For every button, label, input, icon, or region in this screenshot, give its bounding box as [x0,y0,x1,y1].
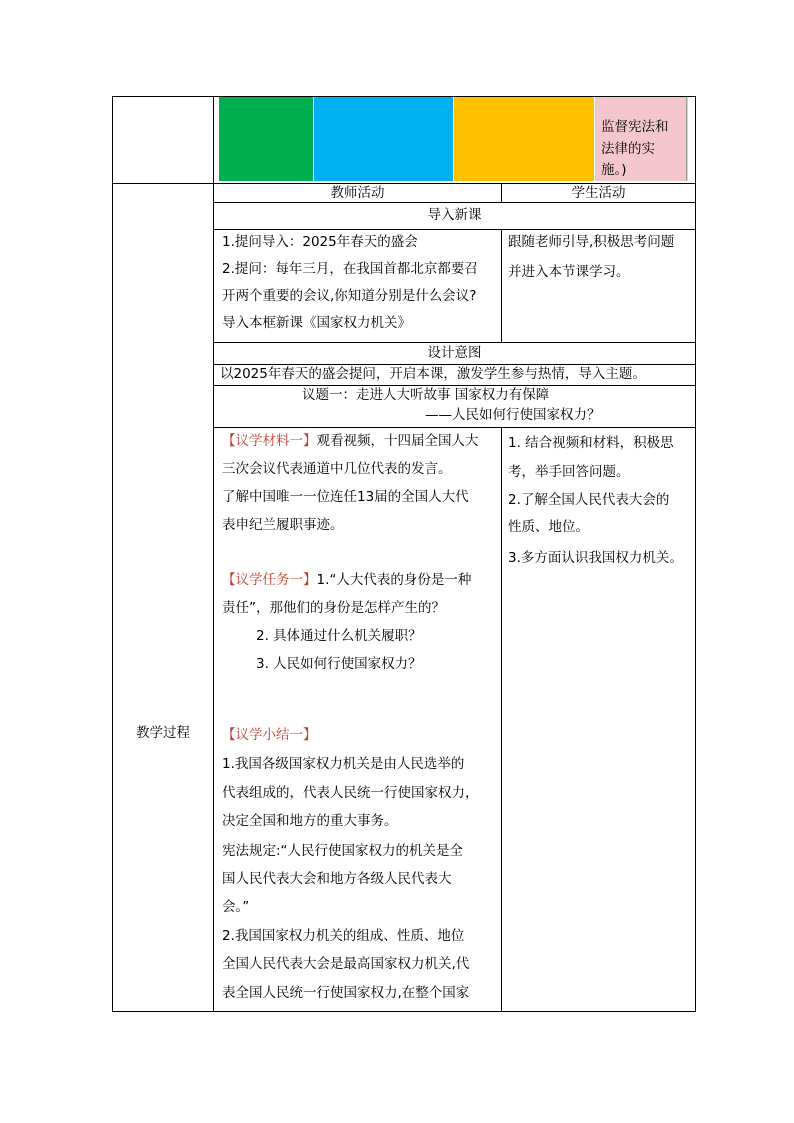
material-tag: 【议学材料一】 [222,433,317,449]
pink-block-text-2: 法律的实 [601,141,655,157]
material-line-4: 表申纪兰履职事迹。 [222,517,344,533]
intro-student-line: 并进入本节课学习。 [508,264,630,280]
topic-one-title: 议题一：走进人大听故事 国家权力有保障 [302,387,550,403]
summary-line: 1.我国各级国家权力机关是由人民选举的 [222,756,465,772]
topic-one-subtitle: ——人民如何行使国家权力？ [425,407,601,423]
student-topic-line: 考，举手回答问题。 [508,464,630,480]
summary-line: 会。” [222,899,250,915]
intro-teacher-line: 2.提问：每年三月，在我国首都北京都要召 [222,261,478,277]
student-topic-line: 性质、地位。 [508,519,589,535]
material-line-2: 三次会议代表通道中几位代表的发言。 [222,461,452,477]
table-border-left [112,96,113,1011]
design-intent-text: 以2025年春天的盛会提问，开启本课，激发学生参与热情，导入主题。 [220,366,646,382]
summary-line: 代表组成的，代表人民统一行使国家权力， [222,785,479,801]
column-divider-left [213,96,214,1011]
intro-teacher-line: 1.提问导入：2025年春天的盛会 [222,234,418,250]
green-block [219,97,313,181]
pink-block-text-3: 施。) [601,162,627,178]
student-topic-line: 2.了解全国人民代表大会的 [508,492,670,508]
blue-block [314,97,453,181]
summary-tag: 【议学小结一】 [222,727,317,743]
pink-block-border [686,97,687,181]
teacher-activity-header: 教师活动 [330,185,385,201]
summary-line: 2.我国国家权力机关的组成、性质、地位 [222,928,465,944]
student-topic-line: 1. 结合视频和材料，积极思 [508,435,674,451]
summary-line: 宪法规定:“人民行使国家权力的机关是全 [222,843,464,859]
material-line-3: 了解中国唯一一位连任13届的全国人大代 [222,489,469,505]
task-tag: 【议学任务一】 [222,572,317,588]
design-intent-title: 设计意图 [427,345,482,361]
summary-line: 全国人民代表大会是最高国家权力机关,代 [222,956,470,972]
student-activity-header: 学生活动 [571,185,626,201]
summary-line: 表全国人民统一行使国家权力,在整个国家 [222,985,470,1001]
column-divider-middle-topic [501,427,502,1011]
material-line-1 [222,428,479,455]
student-topic-line: 3.多方面认识我国权力机关。 [508,550,683,566]
intro-teacher-line: 导入本框新课《国家权力机关》 [222,315,411,331]
table-border-bottom [112,1011,696,1012]
task-line-2: 责任”，那他们的身份是怎样产生的？ [222,600,445,616]
summary-line: 国人民代表大会和地方各级人民代表大 [222,871,452,887]
task-question-3: 3. 人民如何行使国家权力？ [256,656,422,672]
column-divider-middle-intro [501,229,502,342]
table-border-right [695,96,696,1011]
pink-block-text-1: 监督宪法和 [601,119,669,135]
intro-section-title: 导入新课 [427,207,482,223]
summary-line: 决定全国和地方的重大事务。 [222,813,398,829]
task-question-2: 2. 具体通过什么机关履职？ [256,628,422,644]
task-line-1-text: 1.“人大代表的身份是一种 [316,572,472,588]
task-line-1 [222,567,471,594]
teaching-process-label: 教学过程 [136,725,190,741]
intro-student-line: 跟随老师引导,积极思考问题 [508,234,675,250]
yellow-block [454,97,594,181]
material-line-1-text: 观看视频，十四届全国人大 [316,433,479,449]
intro-teacher-line: 开两个重要的会议,你知道分别是什么会议? [222,288,477,304]
